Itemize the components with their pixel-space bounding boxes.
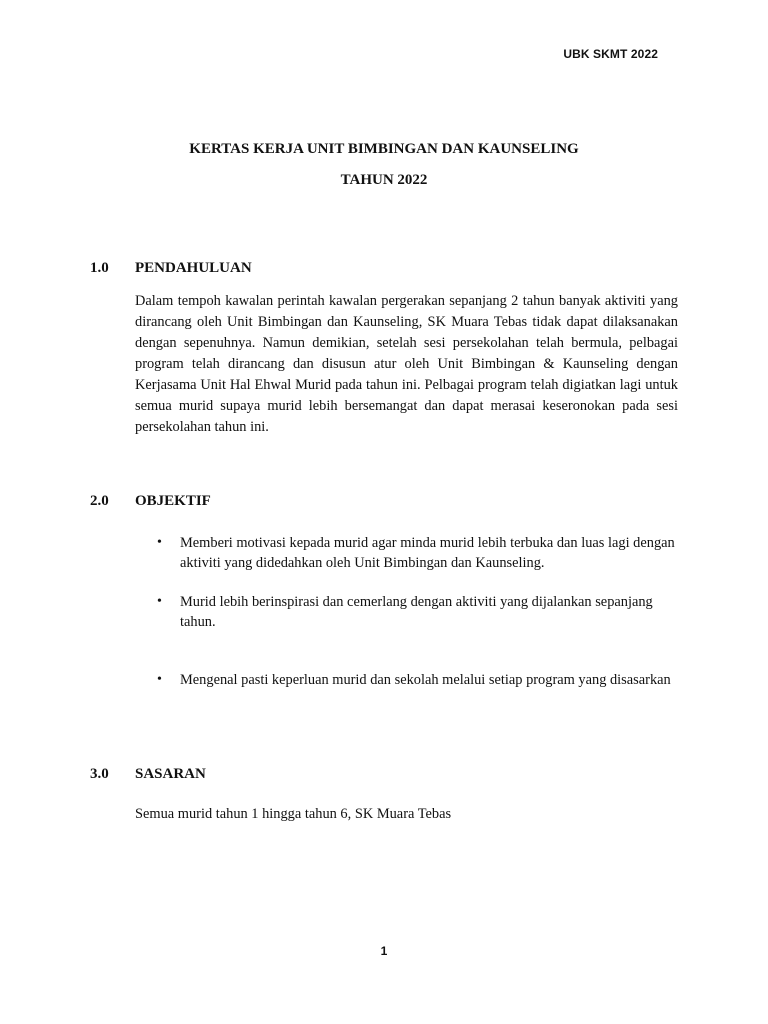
section-number-sasaran: 3.0 [90, 766, 109, 782]
section-heading-pendahuluan: PENDAHULUAN [135, 260, 252, 276]
document-title: KERTAS KERJA UNIT BIMBINGAN DAN KAUNSELING [189, 141, 579, 157]
section-heading-objektif: OBJEKTIF [135, 493, 211, 509]
section-text-sasaran: Semua murid tahun 1 hingga tahun 6, SK Muara Tebas [135, 806, 452, 822]
bullet-icon: • [157, 672, 162, 687]
section-number-objektif: 2.0 [90, 493, 109, 509]
bullet-icon: • [157, 535, 162, 550]
document-subtitle-year: TAHUN 2022 [340, 172, 428, 188]
objective-text: Murid lebih berinspirasi dan cemerlang dengan aktiviti yang dijalankan sepanjang tahun. [180, 594, 653, 630]
section-paragraph-pendahuluan: Dalam tempoh kawalan perintah kawalan pergerakan sepanjang 2 tahun banyak aktiviti yang dirancang oleh Unit Bimbingan dan Kaunseling, SK Muara Tebas tidak dapat dilaksanakan dengan sepenuhnya. Namun demikian, setelah sesi persekolahan telah bermula, pelbagai program telah dirancang dan disusun atur oleh Unit Bimbingan & Kaunseling dengan Kerjasama Unit Hal Ehwal Murid pada tahun ini. Pelbagai program telah digiatkan lagi untuk semua murid supaya murid lebih bersemangat dan dapat merasai keseronokan pada sesi persekolahan tahun ini. [135, 293, 678, 435]
bullet-icon: • [157, 594, 162, 609]
document-header-tag: UBK SKMT 2022 [563, 47, 658, 61]
page-number: 1 [380, 944, 388, 958]
section-heading-sasaran: SASARAN [135, 766, 206, 782]
objective-text: Mengenal pasti keperluan murid dan sekolah melalui setiap program yang disasarkan [180, 672, 671, 688]
objective-text: Memberi motivasi kepada murid agar minda murid lebih terbuka dan luas lagi dengan aktiviti yang didedahkan oleh Unit Bimbingan dan Kaunseling. [180, 535, 675, 571]
section-number-pendahuluan: 1.0 [90, 260, 109, 276]
